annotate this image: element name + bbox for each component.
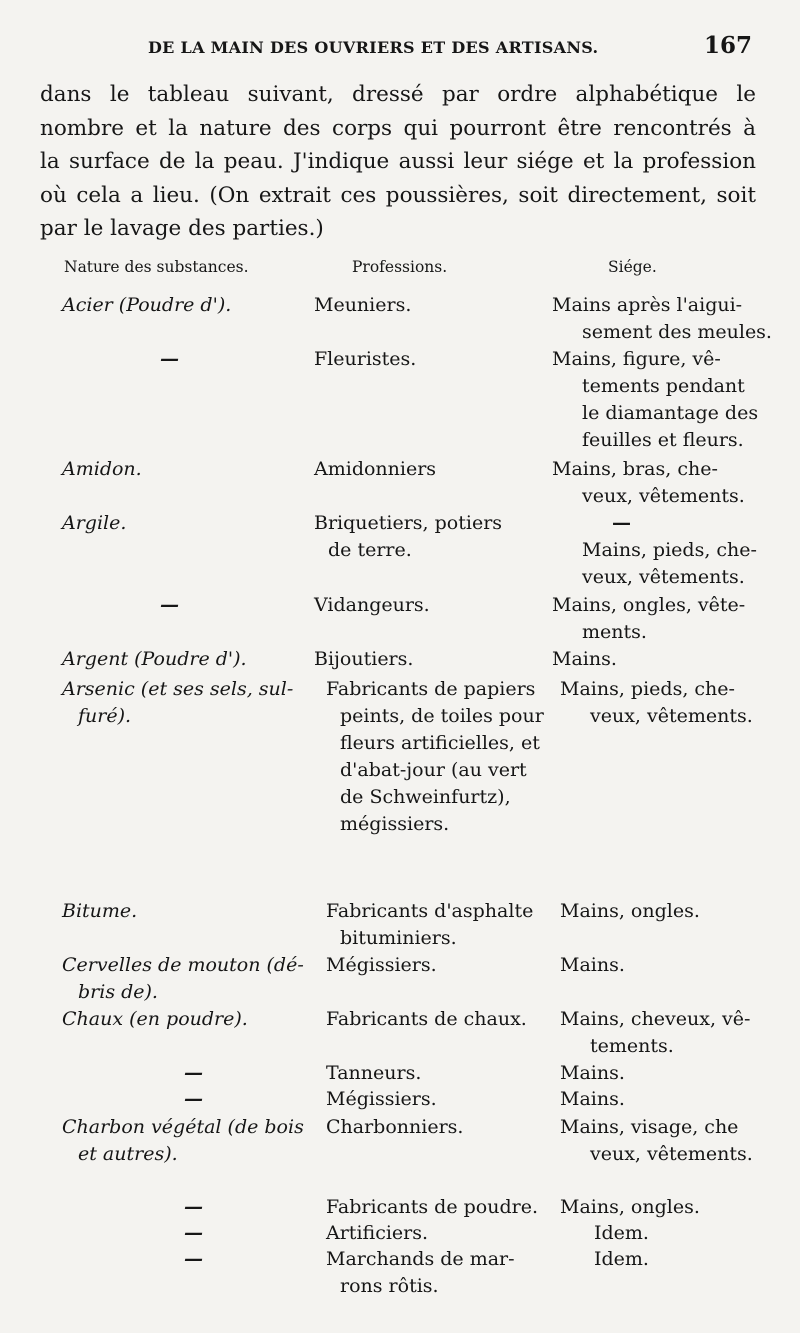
page-header <box>40 32 752 66</box>
profession-line: peints, de toiles pour <box>340 705 544 727</box>
column-header-profession: Professions. <box>352 258 448 276</box>
profession-line: Meuniers. <box>314 294 412 316</box>
siege-line: le diamantage des <box>582 402 759 424</box>
siege-line: feuilles et fleurs. <box>582 429 744 451</box>
substance-line: bris de). <box>78 981 158 1003</box>
substance-line: Bitume. <box>62 900 138 922</box>
siege-line: Idem. <box>594 1248 649 1270</box>
substance-line: Arsenic (et ses sels, sul- <box>62 678 294 700</box>
profession-line: Fleuristes. <box>314 348 417 370</box>
profession-line: fleurs artificielles, et <box>340 732 540 754</box>
siege-line: ments. <box>582 621 647 643</box>
siege-line: Mains, ongles. <box>560 900 700 922</box>
siege-line: Mains. <box>552 648 617 670</box>
siege-line: veux, vêtements. <box>582 566 745 588</box>
profession-line: Mégissiers. <box>326 954 437 976</box>
profession-line: Fabricants de poudre. <box>326 1196 538 1218</box>
profession-line: Fabricants de papiers <box>326 678 536 700</box>
substance-line: — <box>184 1062 203 1084</box>
siege-line: veux, vêtements. <box>582 485 745 507</box>
intro-line: la surface de la peau. J'indique aussi leur siége et la profession <box>40 149 756 174</box>
intro-line: par le lavage des parties.) <box>40 216 324 241</box>
siege-line: Mains. <box>560 1088 625 1110</box>
substance-line: Argent (Poudre d'). <box>62 648 247 670</box>
profession-line: Briquetiers, potiers <box>314 512 503 534</box>
substance-line: Acier (Poudre d'). <box>62 294 232 316</box>
intro-line: où cela a lieu. (On extrait ces poussières, soit directement, soit <box>40 182 756 208</box>
substance-line: — <box>184 1088 203 1110</box>
siege-line: Mains. <box>560 954 625 976</box>
siege-line: Mains, pieds, che- <box>560 678 735 700</box>
profession-line: Marchands de mar- <box>326 1248 515 1270</box>
siege-line: sement des meules. <box>582 321 772 343</box>
profession-line: Fabricants de chaux. <box>326 1008 527 1030</box>
profession-line: Tanneurs. <box>326 1062 422 1084</box>
siege-line: veux, vêtements. <box>590 1143 753 1165</box>
page-number: 167 <box>703 32 752 59</box>
intro-paragraph <box>40 78 756 246</box>
siege-line: Mains après l'aigui- <box>552 294 743 316</box>
siege-line: tements. <box>590 1035 674 1057</box>
profession-line: de terre. <box>328 539 412 561</box>
profession-line: Amidonniers <box>314 458 437 480</box>
intro-line: dans le tableau suivant, dressé par ordre alphabétique le <box>40 82 756 107</box>
substance-line: — <box>160 348 179 370</box>
substance-line: — <box>184 1222 203 1244</box>
column-header-substance: Nature des substances. <box>64 258 249 276</box>
profession-line: Fabricants d'asphalte <box>326 900 534 922</box>
siege-line: Mains, pieds, che- <box>582 539 757 561</box>
siege-line: Mains, cheveux, vê- <box>560 1008 751 1030</box>
siege-line: Mains, ongles. <box>560 1196 700 1218</box>
siege-line: Mains, figure, vê- <box>552 348 721 370</box>
substance-line: — <box>184 1248 203 1270</box>
substance-line: — <box>160 594 179 616</box>
profession-line: mégissiers. <box>340 813 450 835</box>
substance-line: Argile. <box>62 512 127 534</box>
siege-line: Mains, ongles, vête- <box>552 594 746 616</box>
profession-line: Vidangeurs. <box>314 594 430 616</box>
substance-line: Charbon végétal (de bois <box>62 1116 304 1138</box>
siege-line: Mains, visage, che <box>560 1116 739 1138</box>
profession-line: Bijoutiers. <box>314 648 414 670</box>
column-header-siege: Siége. <box>608 258 657 276</box>
siege-line: — <box>612 512 631 534</box>
profession-line: de Schweinfurtz), <box>340 786 511 808</box>
intro-line: nombre et la nature des corps qui pourront être rencontrés à <box>40 115 756 141</box>
substance-line: — <box>184 1196 203 1218</box>
siege-line: Mains. <box>560 1062 625 1084</box>
substance-line: Cervelles de mouton (dé- <box>62 954 304 976</box>
profession-line: Mégissiers. <box>326 1088 437 1110</box>
profession-line: bituminiers. <box>340 927 457 949</box>
profession-line: rons rôtis. <box>340 1275 439 1297</box>
siege-line: veux, vêtements. <box>590 705 753 727</box>
substance-line: Chaux (en poudre). <box>62 1008 248 1030</box>
siege-line: Mains, bras, che- <box>552 458 718 480</box>
substance-line: furé). <box>78 705 132 727</box>
profession-line: Charbonniers. <box>326 1116 464 1138</box>
substance-line: et autres). <box>78 1143 178 1165</box>
running-title: DE LA MAIN DES OUVRIERS ET DES ARTISANS. <box>148 38 599 57</box>
siege-line: Idem. <box>594 1222 649 1244</box>
profession-line: d'abat-jour (au vert <box>340 759 527 781</box>
siege-line: tements pendant <box>582 375 745 397</box>
profession-line: Artificiers. <box>326 1222 429 1244</box>
substance-line: Amidon. <box>62 458 142 480</box>
